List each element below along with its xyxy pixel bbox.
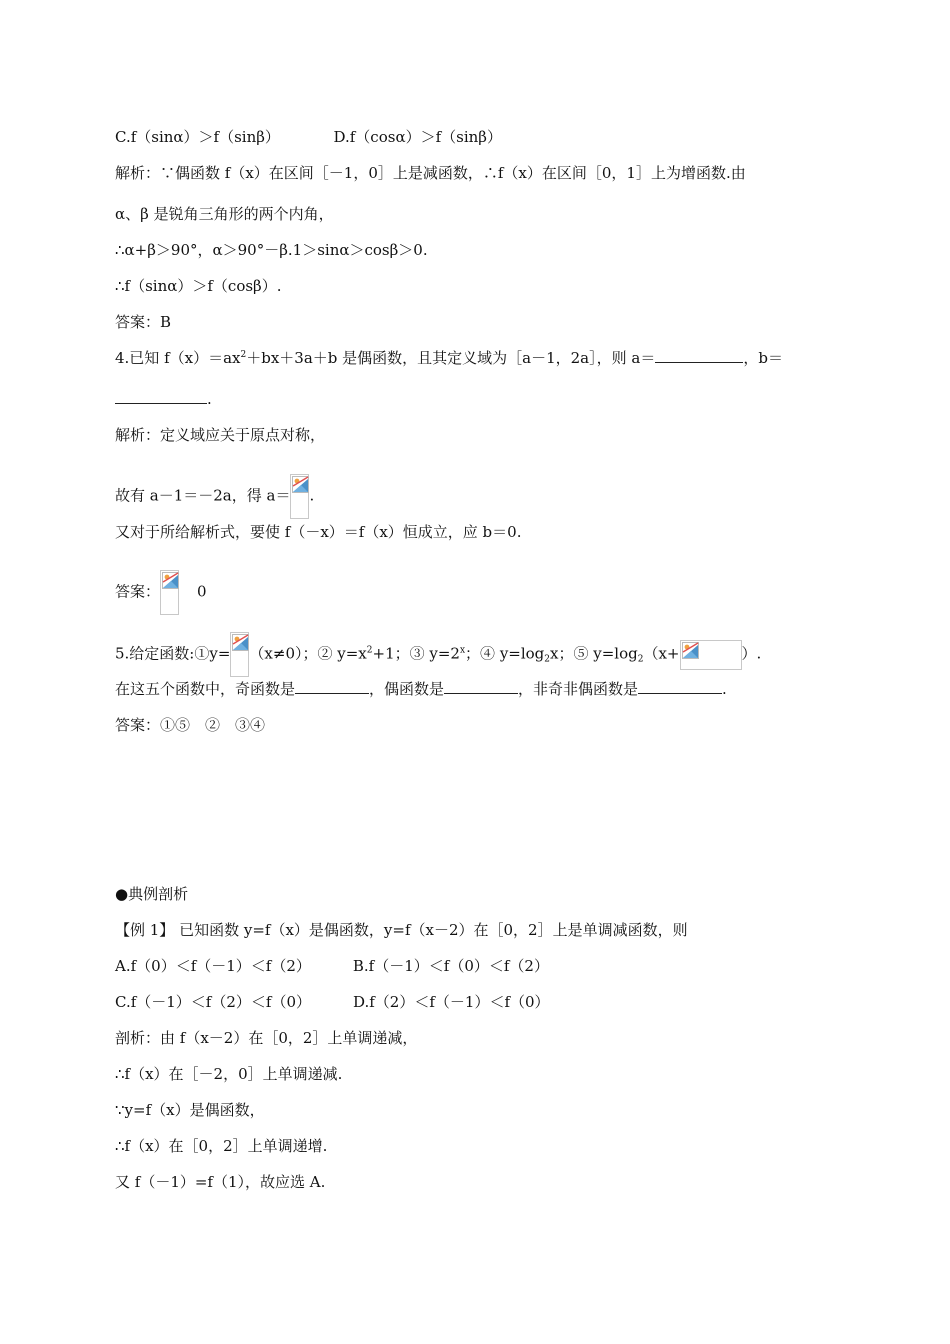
q4-analysis-line3: 又对于所给解析式，要使 f（－x）＝f（x）恒成立，应 b＝0. xyxy=(115,523,522,541)
example-label: 【例 1】 xyxy=(115,921,175,939)
option-a: A.f（0）＜f（－1）＜f（2） xyxy=(115,957,311,975)
q5-blank-even[interactable] xyxy=(444,679,518,694)
q5-blank-odd[interactable] xyxy=(295,679,369,694)
q3-analysis-line2: α、β 是锐角三角形的两个内角， xyxy=(115,205,334,223)
q4-answer: 答案： 0 xyxy=(115,570,207,615)
option-b: B.f（－1）＜f（0）＜f（2） xyxy=(352,957,549,975)
q3-option-d: D.f（cosα）＞f（sinβ） xyxy=(333,128,502,146)
option-d: D.f（2）＜f（－1）＜f（0） xyxy=(353,993,550,1011)
image-icon xyxy=(682,642,699,659)
example1-analysis-line1: 剖析：由 f（x－2）在［0，2］上单调递减， xyxy=(115,1029,418,1047)
q4-analysis-line2: 故有 a－1＝－2a，得 a＝ . xyxy=(115,474,314,519)
fraction-image xyxy=(230,632,249,677)
q4-blank-b[interactable] xyxy=(115,389,207,404)
example1-analysis-line5: 又 f（－1）=f（1），故应选 A. xyxy=(115,1173,326,1191)
example1-analysis-line3: ∵y=f（x）是偶函数， xyxy=(115,1101,265,1119)
q3-answer: 答案：B xyxy=(115,313,172,331)
q3-analysis-line4: ∴f（sinα）＞f（cosβ）. xyxy=(115,277,282,295)
image-icon xyxy=(232,634,249,651)
section-heading: ●典例剖析 xyxy=(115,885,189,903)
fraction-image xyxy=(290,474,309,519)
answer-a-image xyxy=(160,570,179,615)
q3-option-c: C.f（sinα）＞f（sinβ） xyxy=(115,128,280,146)
example1-options-ab xyxy=(115,956,549,976)
image-icon xyxy=(162,572,179,589)
q5-line2: 在这五个函数中，奇函数是 ，偶函数是 ，非奇非偶函数是 . xyxy=(115,680,727,698)
q4-stem: 4.已知 $f(x)=ax^2+bx+3a+b$ 是偶函数，且其定义域为［a－1，2a］，则 a＝ ，b＝ xyxy=(115,349,783,367)
q3-analysis-line3: ∴α+β＞90°，α＞90°－β.1＞sinα＞cosβ＞0. xyxy=(115,241,428,259)
example1-analysis-line4: ∴f（x）在［0，2］上单调递增. xyxy=(115,1137,328,1155)
example1-analysis-line2: ∴f（x）在［－2，0］上单调递减. xyxy=(115,1065,343,1083)
q4-stem-cont: . xyxy=(115,389,212,409)
option-c: C.f（－1）＜f（2）＜f（0） xyxy=(115,993,311,1011)
q5-stem: 5.给定函数:①y= （x≠0）；② $y=x^2+1$；③ $y=2^x$；④ $y=\log_2x$；⑤ $y=\log_2(x+$ ）. xyxy=(115,632,761,677)
sqrt-expression-image xyxy=(680,640,742,670)
q3-options-row xyxy=(115,127,502,147)
example1-stem: 【例 1】 已知函数 y=f（x）是偶函数，y=f（x－2）在［0，2］上是单调减函数，则 xyxy=(115,921,688,939)
q4-blank-a[interactable] xyxy=(655,348,743,363)
example1-options-cd xyxy=(115,992,550,1012)
q5-answer: 答案：①⑤ ② ③④ xyxy=(115,716,266,734)
q4-analysis-line1: 解析：定义域应关于原点对称， xyxy=(115,426,326,444)
q3-analysis-line1: 解析：∵偶函数 f（x）在区间［－1，0］上是减函数，∴f（x）在区间［0，1］上为增函数.由 xyxy=(115,164,746,182)
q5-blank-neither[interactable] xyxy=(638,679,722,694)
image-icon xyxy=(292,476,309,493)
